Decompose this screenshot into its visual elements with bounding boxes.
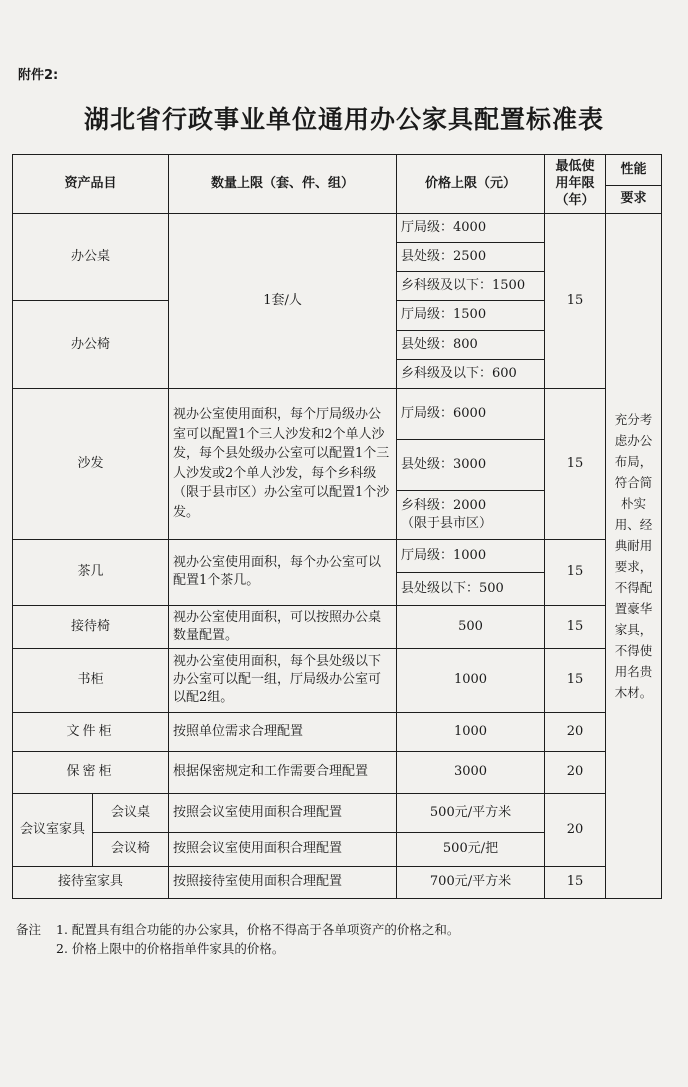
file-cabinet-name: 文件柜 [13, 713, 169, 751]
reception-room-years: 15 [545, 866, 606, 898]
reception-room-quantity: 按照接待室使用面积合理配置 [169, 866, 397, 898]
safe-cabinet-name: 保密柜 [13, 751, 169, 793]
reception-chair-quantity: 视办公室使用面积，可以按照办公桌数量配置。 [169, 606, 397, 648]
header-row [13, 155, 662, 186]
teatable-price-2: 县处级以下：500 [397, 572, 545, 605]
table-row [13, 389, 662, 439]
sofa-price-2: 县处级：3000 [397, 439, 545, 490]
table-row [13, 793, 662, 832]
chair-price-2: 县处级：800 [397, 330, 545, 359]
desk-chair-years: 15 [545, 213, 606, 389]
meeting-desk-price: 500元/平方米 [397, 793, 545, 832]
reception-chair-price: 500 [397, 606, 545, 648]
desk-name: 办公桌 [13, 213, 169, 301]
bookcase-name: 书柜 [13, 648, 169, 713]
bookcase-price: 1000 [397, 648, 545, 713]
notes [16, 920, 459, 958]
meeting-chair-quantity: 按照会议室使用面积合理配置 [169, 833, 397, 866]
header-years-line-3: （年） [555, 193, 595, 209]
file-cabinet-years: 20 [545, 713, 606, 751]
header-price: 价格上限（元） [397, 155, 545, 214]
table-row [13, 866, 662, 898]
sofa-price-3 [397, 491, 545, 539]
header-years [545, 155, 606, 214]
desk-price-1: 厅局级：4000 [397, 213, 545, 242]
note-1: 1. 配置具有组合功能的办公家具，价格不得高于各单项资产的价格之和。 [56, 922, 460, 937]
sofa-name: 沙发 [13, 389, 169, 539]
meeting-desk-name: 会议桌 [93, 793, 169, 832]
file-cabinet-quantity: 按照单位需求合理配置 [169, 713, 397, 751]
desk-price-2: 县处级：2500 [397, 242, 545, 271]
meeting-chair-price: 500元/把 [397, 833, 545, 866]
meeting-chair-name: 会议椅 [93, 833, 169, 866]
desk-price-3: 乡科级及以下：1500 [397, 272, 545, 301]
standards-table [12, 154, 662, 899]
sofa-quantity: 视办公室使用面积，每个厅局级办公室可以配置1个三人沙发和2个单人沙发，每个县处级办公室可以配置1个三人沙发或2个单人沙发，每个乡科级（限于县市区）办公室可以配置1个沙发。 [169, 389, 397, 539]
header-years-line-1: 最低使 [555, 159, 595, 175]
performance-requirement: 充分考虑办公布局，符合简朴实用、经典耐用要求，不得配置豪华家具，不得使用名贵木材。 [606, 213, 662, 898]
meeting-desk-quantity: 按照会议室使用面积合理配置 [169, 793, 397, 832]
table-row [13, 648, 662, 713]
document-title: 湖北省行政事业单位通用办公家具配置标准表 [83, 105, 604, 134]
reception-chair-name: 接待椅 [13, 606, 169, 648]
header-performance-bottom: 要求 [606, 186, 662, 213]
bookcase-quantity: 视办公室使用面积，每个县处级以下办公室可以配一组，厅局级办公室可以配2组。 [169, 648, 397, 713]
table-row [13, 713, 662, 751]
sofa-price-1: 厅局级：6000 [397, 389, 545, 439]
safe-cabinet-quantity: 根据保密规定和工作需要合理配置 [169, 751, 397, 793]
table-row [13, 606, 662, 648]
reception-chair-years: 15 [545, 606, 606, 648]
header-performance-top: 性能 [606, 155, 662, 186]
meeting-group-name: 会议室家具 [13, 793, 93, 866]
attachment-label: 附件2: [18, 68, 59, 83]
note-2: 2. 价格上限中的价格指单件家具的价格。 [56, 941, 285, 956]
sofa-price-3-line-2: （限于县市区） [401, 515, 493, 531]
header-quantity: 数量上限（套、件、组） [169, 155, 397, 214]
safe-cabinet-price: 3000 [397, 751, 545, 793]
notes-label: 备注 [16, 922, 42, 937]
header-years-line-2: 用年限 [555, 176, 595, 192]
desk-chair-quantity: 1套/人 [169, 213, 397, 389]
bookcase-years: 15 [545, 648, 606, 713]
file-cabinet-price: 1000 [397, 713, 545, 751]
sofa-price-3-line-1: 乡科级：2000 [401, 497, 487, 513]
teatable-quantity: 视办公室使用面积，每个办公室可以配置1个茶几。 [169, 539, 397, 606]
table-row [13, 751, 662, 793]
reception-room-price: 700元/平方米 [397, 866, 545, 898]
teatable-name: 茶几 [13, 539, 169, 606]
teatable-years: 15 [545, 539, 606, 606]
chair-name: 办公椅 [13, 301, 169, 389]
sofa-years: 15 [545, 389, 606, 539]
table-row [13, 213, 662, 242]
chair-price-1: 厅局级：1500 [397, 301, 545, 330]
table-row [13, 539, 662, 572]
header-item: 资产品目 [13, 155, 169, 214]
reception-room-name: 接待室家具 [13, 866, 169, 898]
safe-cabinet-years: 20 [545, 751, 606, 793]
meeting-years: 20 [545, 793, 606, 866]
teatable-price-1: 厅局级：1000 [397, 539, 545, 572]
chair-price-3: 乡科级及以下：600 [397, 359, 545, 388]
